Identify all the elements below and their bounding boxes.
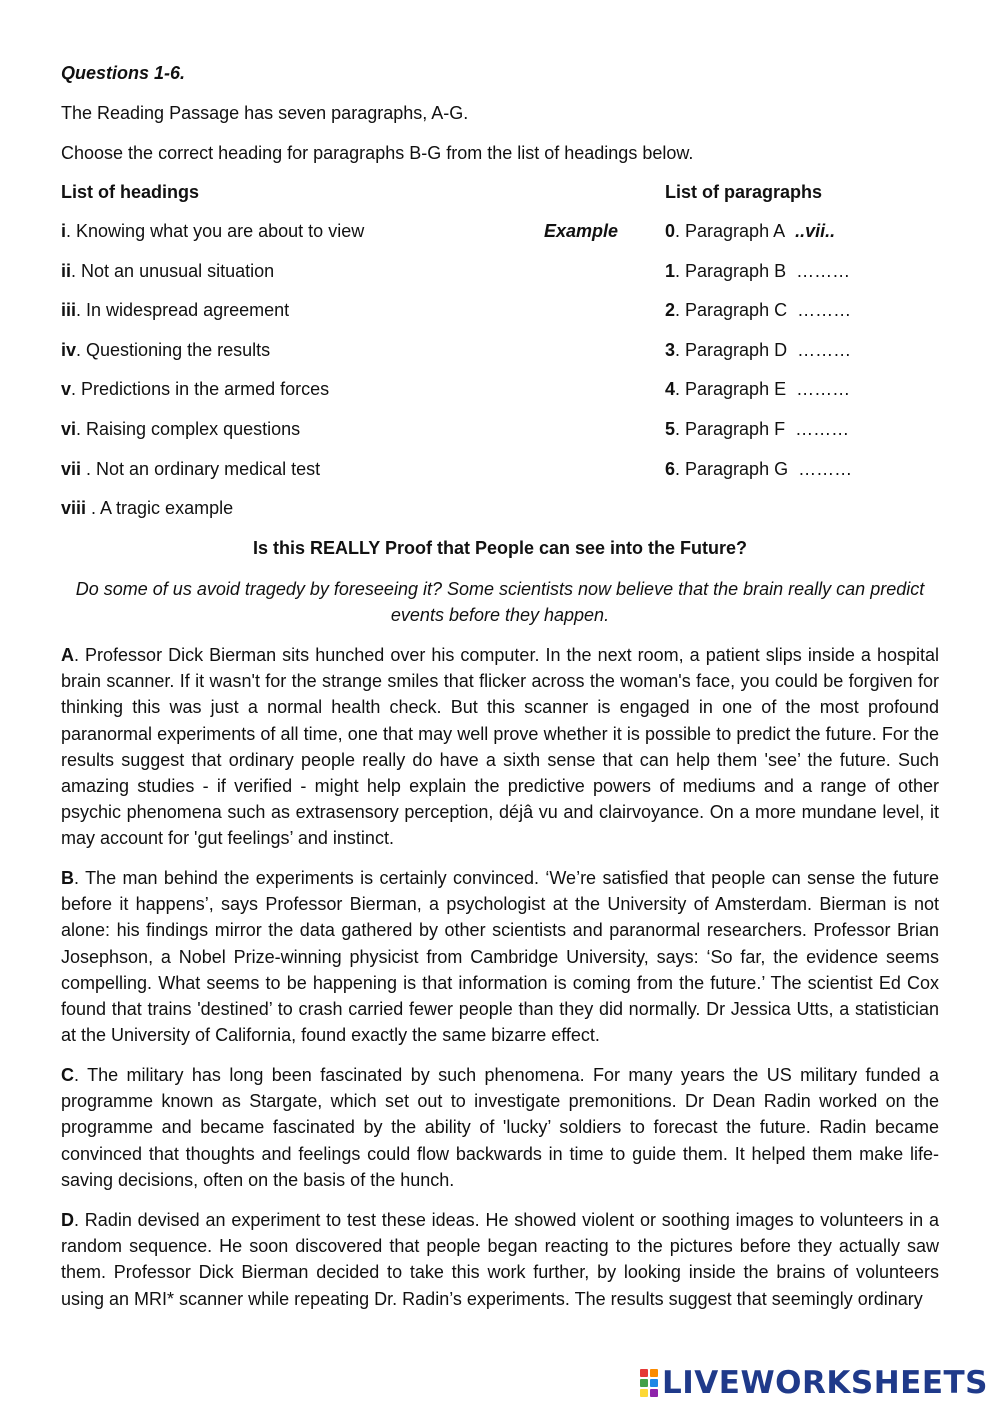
list-of-paragraphs-label: List of paragraphs bbox=[665, 182, 823, 202]
logo-mark-icon bbox=[640, 1369, 658, 1397]
answer-blank-4[interactable]: ……… bbox=[796, 379, 851, 399]
heading-item: iv. Questioning the results bbox=[61, 340, 271, 360]
answer-blank-3[interactable]: ……… bbox=[797, 340, 852, 360]
answer-blank-5[interactable]: ……… bbox=[795, 419, 850, 439]
instructions-line-2: Choose the correct heading for paragraphs B-G from the list of headings below. bbox=[61, 143, 694, 163]
logo-square bbox=[650, 1379, 658, 1387]
logo-square bbox=[640, 1379, 648, 1387]
paragraph-item: 2. Paragraph C ……… bbox=[665, 300, 852, 320]
answer-blank-6[interactable]: ……… bbox=[798, 459, 853, 479]
heading-item: vii . Not an ordinary medical test bbox=[61, 459, 321, 479]
questions-title: Questions 1-6. bbox=[61, 63, 186, 83]
heading-item: i. Knowing what you are about to view bbox=[61, 221, 365, 241]
paragraph-item: 3. Paragraph D ……… bbox=[665, 340, 852, 360]
liveworksheets-logo bbox=[640, 1366, 988, 1400]
heading-item: vi. Raising complex questions bbox=[61, 419, 301, 439]
answer-blank-2[interactable]: ……… bbox=[797, 300, 852, 320]
passage-title: Is this REALLY Proof that People can see into the Future? bbox=[252, 538, 748, 558]
passage-subtitle: Do some of us avoid tragedy by foreseeing it? Some scientists now believe that the brain really can predict events before they happen. bbox=[75, 579, 925, 625]
logo-square bbox=[640, 1369, 648, 1377]
heading-item: iii. In widespread agreement bbox=[61, 300, 290, 320]
paragraph-item: 4. Paragraph E ……… bbox=[665, 379, 851, 399]
paragraph-item: 1. Paragraph B ……… bbox=[665, 261, 851, 281]
paragraph-item: 6. Paragraph G ……… bbox=[665, 459, 853, 479]
paragraph-item: 0. Paragraph A ..vii.. bbox=[665, 221, 836, 241]
instructions-line-1: The Reading Passage has seven paragraphs, A-G. bbox=[61, 103, 469, 123]
paragraph-item: 5. Paragraph F ……… bbox=[665, 419, 850, 439]
logo-square bbox=[650, 1369, 658, 1377]
passage-paragraph-d: D. Radin devised an experiment to test these ideas. He showed violent or soothing images to volunteers in a random sequence. He soon discovered that people began reacting to the pictures before they actually saw them. Professor Dick Bierman decided to take this work further, by looking inside the brains of volunteers using an MRI* scanner while repeating Dr. Radin’s experiments. The results suggest that seemingly ordinary bbox=[61, 1210, 939, 1309]
passage-paragraph-c: C. The military has long been fascinated by such phenomena. For many years the US military funded a programme known as Stargate, which set out to investigate premonitions. Dr Dean Radin worked on the programme and became fascinated by the ability of 'lucky’ soldiers to forecast the future. Radin became convinced that thoughts and feelings could flow backwards in time to guide them. It helped them make life-saving decisions, often on the basis of the hunch. bbox=[61, 1065, 939, 1190]
heading-item: viii . A tragic example bbox=[61, 498, 234, 518]
answer-blank-1[interactable]: ……… bbox=[796, 261, 851, 281]
example-answer: ..vii.. bbox=[795, 221, 836, 241]
logo-square bbox=[650, 1389, 658, 1397]
passage-paragraph-b: B. The man behind the experiments is certainly convinced. ‘We’re satisfied that people can sense the future before it happens’, says Professor Bierman, a psychologist at the University of Amsterdam. Bierman is not alone: his findings mirror the data gathered by other scientists and paranormal researchers. Professor Brian Josephson, a Nobel Prize-winning physicist from Cambridge University, says: ‘So far, the evidence seems compelling. What seems to be happening is that information is coming from the future.’ The scientist Ed Cox found that trains 'destined’ to crash carried fewer people than they did normally. Dr Jessica Utts, a statistician at the University of California, found exactly the same bizarre effect. bbox=[61, 868, 939, 1046]
heading-item: ii. Not an unusual situation bbox=[61, 261, 275, 281]
heading-item: v. Predictions in the armed forces bbox=[61, 379, 330, 399]
logo-square bbox=[640, 1389, 648, 1397]
example-label: Example bbox=[544, 221, 619, 241]
list-of-headings-label: List of headings bbox=[61, 182, 200, 202]
logo-text: LIVEWORKSHEETS bbox=[662, 1365, 988, 1401]
passage-paragraph-a: A. Professor Dick Bierman sits hunched over his computer. In the next room, a patient slips inside a hospital brain scanner. If it wasn't for the strange smiles that flicker across the woman's face, you could be forgiven for thinking this was just a normal health check. But this scanner is engaged in one of the most profound paranormal experiments of all time, one that may well prove whether it is possible to predict the future. For the results suggest that ordinary people really do have a sixth sense that can help them 'see’ the future. Such amazing studies - if verified - might help explain the predictive powers of mediums and a range of other psychic phenomena such as extrasensory perception, déjâ vu and clairvoyance. On a more mundane level, it may account for 'gut feelings’ and instinct. bbox=[61, 645, 939, 849]
